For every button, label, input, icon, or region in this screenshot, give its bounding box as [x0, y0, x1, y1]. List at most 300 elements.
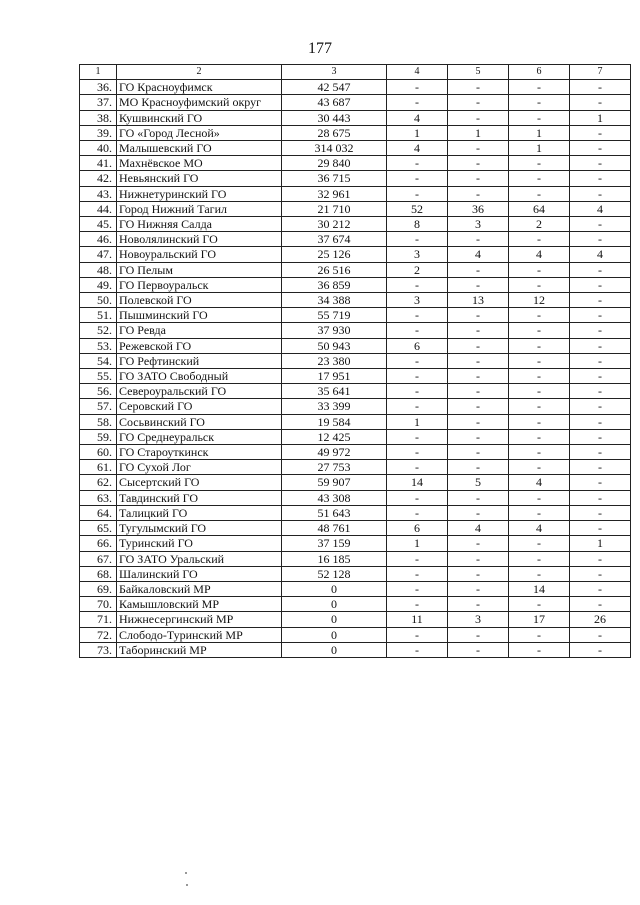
- row-number: 45.: [80, 217, 117, 232]
- population-value: 0: [282, 642, 387, 657]
- column-7-value: -: [570, 277, 631, 292]
- row-number: 40.: [80, 141, 117, 156]
- table-row: [80, 505, 631, 520]
- column-6-value: 4: [509, 247, 570, 262]
- row-number: 43.: [80, 186, 117, 201]
- population-value: 33 399: [282, 399, 387, 414]
- table-row: [80, 612, 631, 627]
- column-5-value: -: [448, 414, 509, 429]
- column-6-value: 17: [509, 612, 570, 627]
- column-6-value: -: [509, 110, 570, 125]
- municipality-name: ГО Ревда: [117, 323, 282, 338]
- municipality-name: ГО Пелым: [117, 262, 282, 277]
- column-7-value: 4: [570, 201, 631, 216]
- column-5-value: -: [448, 95, 509, 110]
- table-row: [80, 293, 631, 308]
- column-5-value: -: [448, 186, 509, 201]
- column-5-value: -: [448, 110, 509, 125]
- population-value: 19 584: [282, 414, 387, 429]
- column-4-value: 52: [387, 201, 448, 216]
- table-row: [80, 414, 631, 429]
- column-7-value: -: [570, 384, 631, 399]
- row-number: 46.: [80, 232, 117, 247]
- column-4-value: -: [387, 384, 448, 399]
- column-6-value: -: [509, 627, 570, 642]
- scan-speck: [186, 884, 188, 886]
- column-6-value: 2: [509, 217, 570, 232]
- column-7-value: -: [570, 80, 631, 95]
- column-7-value: -: [570, 414, 631, 429]
- column-5-value: -: [448, 80, 509, 95]
- row-number: 41.: [80, 156, 117, 171]
- column-7-value: -: [570, 262, 631, 277]
- population-value: 43 687: [282, 95, 387, 110]
- population-value: 30 212: [282, 217, 387, 232]
- column-7-value: -: [570, 597, 631, 612]
- column-6-value: 4: [509, 521, 570, 536]
- row-number: 38.: [80, 110, 117, 125]
- column-7-value: -: [570, 353, 631, 368]
- column-4-value: -: [387, 277, 448, 292]
- municipality-name: Полевской ГО: [117, 293, 282, 308]
- column-6-value: -: [509, 414, 570, 429]
- column-6-value: -: [509, 277, 570, 292]
- municipality-name: Серовский ГО: [117, 399, 282, 414]
- municipality-name: ГО «Город Лесной»: [117, 125, 282, 140]
- population-value: 16 185: [282, 551, 387, 566]
- municipality-name: Таборинский МР: [117, 642, 282, 657]
- column-5-value: -: [448, 581, 509, 596]
- column-5-value: 5: [448, 475, 509, 490]
- column-6-value: 14: [509, 581, 570, 596]
- column-4-value: -: [387, 353, 448, 368]
- population-value: 49 972: [282, 445, 387, 460]
- row-number: 44.: [80, 201, 117, 216]
- column-4-value: 11: [387, 612, 448, 627]
- municipality-name: Талицкий ГО: [117, 505, 282, 520]
- municipality-name: Тугулымский ГО: [117, 521, 282, 536]
- column-5-value: -: [448, 384, 509, 399]
- column-header: 7: [570, 65, 631, 80]
- table-row: [80, 399, 631, 414]
- column-header: 6: [509, 65, 570, 80]
- row-number: 51.: [80, 308, 117, 323]
- column-5-value: -: [448, 627, 509, 642]
- column-4-value: -: [387, 186, 448, 201]
- column-5-value: -: [448, 262, 509, 277]
- municipality-name: Кушвинский ГО: [117, 110, 282, 125]
- population-value: 48 761: [282, 521, 387, 536]
- municipality-name: Нижнесергинский МР: [117, 612, 282, 627]
- column-7-value: -: [570, 460, 631, 475]
- population-value: 25 126: [282, 247, 387, 262]
- column-header: 2: [117, 65, 282, 80]
- population-value: 28 675: [282, 125, 387, 140]
- column-6-value: 64: [509, 201, 570, 216]
- row-number: 63.: [80, 490, 117, 505]
- column-7-value: 4: [570, 247, 631, 262]
- municipality-name: ГО ЗАТО Свободный: [117, 369, 282, 384]
- population-value: 52 128: [282, 566, 387, 581]
- population-value: 59 907: [282, 475, 387, 490]
- column-5-value: -: [448, 171, 509, 186]
- column-7-value: -: [570, 627, 631, 642]
- column-6-value: 1: [509, 125, 570, 140]
- population-value: 0: [282, 627, 387, 642]
- table-row: [80, 429, 631, 444]
- table-row: [80, 642, 631, 657]
- column-6-value: -: [509, 460, 570, 475]
- row-number: 59.: [80, 429, 117, 444]
- population-value: 37 930: [282, 323, 387, 338]
- municipality-name: Тавдинский ГО: [117, 490, 282, 505]
- column-4-value: -: [387, 95, 448, 110]
- row-number: 68.: [80, 566, 117, 581]
- row-number: 71.: [80, 612, 117, 627]
- column-4-value: -: [387, 551, 448, 566]
- table-row: [80, 581, 631, 596]
- column-7-value: -: [570, 217, 631, 232]
- table-row: [80, 308, 631, 323]
- table-row: [80, 521, 631, 536]
- column-4-value: 4: [387, 110, 448, 125]
- population-value: 23 380: [282, 353, 387, 368]
- row-number: 56.: [80, 384, 117, 399]
- data-table: [79, 64, 631, 658]
- column-7-value: -: [570, 551, 631, 566]
- column-7-value: 26: [570, 612, 631, 627]
- column-6-value: -: [509, 232, 570, 247]
- municipality-name: МО Красноуфимский округ: [117, 95, 282, 110]
- column-7-value: -: [570, 125, 631, 140]
- column-7-value: -: [570, 399, 631, 414]
- table-row: [80, 566, 631, 581]
- column-5-value: -: [448, 277, 509, 292]
- row-number: 36.: [80, 80, 117, 95]
- population-value: 37 159: [282, 536, 387, 551]
- table-row: [80, 277, 631, 292]
- column-5-value: -: [448, 308, 509, 323]
- column-5-value: -: [448, 369, 509, 384]
- column-7-value: -: [570, 566, 631, 581]
- municipality-name: Туринский ГО: [117, 536, 282, 551]
- population-value: 314 032: [282, 141, 387, 156]
- column-4-value: 6: [387, 521, 448, 536]
- population-value: 12 425: [282, 429, 387, 444]
- column-7-value: -: [570, 156, 631, 171]
- column-header: 3: [282, 65, 387, 80]
- column-4-value: 1: [387, 414, 448, 429]
- table-row: [80, 156, 631, 171]
- table-row: [80, 262, 631, 277]
- population-value: 55 719: [282, 308, 387, 323]
- row-number: 49.: [80, 277, 117, 292]
- municipality-name: ГО ЗАТО Уральский: [117, 551, 282, 566]
- column-6-value: -: [509, 369, 570, 384]
- population-value: 32 961: [282, 186, 387, 201]
- municipality-name: Сысертский ГО: [117, 475, 282, 490]
- column-5-value: -: [448, 460, 509, 475]
- row-number: 55.: [80, 369, 117, 384]
- column-4-value: -: [387, 399, 448, 414]
- column-7-value: 1: [570, 110, 631, 125]
- column-4-value: -: [387, 460, 448, 475]
- column-5-value: 36: [448, 201, 509, 216]
- table-row: [80, 475, 631, 490]
- column-6-value: -: [509, 566, 570, 581]
- table-row: [80, 536, 631, 551]
- table-row: [80, 80, 631, 95]
- table-row: [80, 247, 631, 262]
- column-7-value: -: [570, 490, 631, 505]
- row-number: 42.: [80, 171, 117, 186]
- column-4-value: 1: [387, 125, 448, 140]
- column-header: 4: [387, 65, 448, 80]
- column-4-value: -: [387, 642, 448, 657]
- column-6-value: -: [509, 399, 570, 414]
- table-row: [80, 353, 631, 368]
- row-number: 53.: [80, 338, 117, 353]
- column-7-value: -: [570, 293, 631, 308]
- column-6-value: -: [509, 429, 570, 444]
- row-number: 39.: [80, 125, 117, 140]
- column-5-value: 3: [448, 612, 509, 627]
- table-row: [80, 369, 631, 384]
- column-4-value: -: [387, 323, 448, 338]
- municipality-name: ГО Рефтинский: [117, 353, 282, 368]
- column-6-value: -: [509, 597, 570, 612]
- population-value: 0: [282, 612, 387, 627]
- municipality-name: Байкаловский МР: [117, 581, 282, 596]
- column-5-value: 1: [448, 125, 509, 140]
- column-5-value: 3: [448, 217, 509, 232]
- municipality-name: Режевской ГО: [117, 338, 282, 353]
- column-4-value: -: [387, 505, 448, 520]
- table-row: [80, 597, 631, 612]
- column-6-value: -: [509, 308, 570, 323]
- table-header-row: [80, 65, 631, 80]
- column-5-value: -: [448, 399, 509, 414]
- row-number: 69.: [80, 581, 117, 596]
- column-4-value: 1: [387, 536, 448, 551]
- population-value: 29 840: [282, 156, 387, 171]
- column-6-value: -: [509, 338, 570, 353]
- column-4-value: -: [387, 445, 448, 460]
- column-7-value: -: [570, 505, 631, 520]
- column-7-value: -: [570, 141, 631, 156]
- column-6-value: -: [509, 536, 570, 551]
- column-7-value: -: [570, 171, 631, 186]
- column-5-value: -: [448, 445, 509, 460]
- population-value: 43 308: [282, 490, 387, 505]
- municipality-name: ГО Первоуральск: [117, 277, 282, 292]
- table-row: [80, 323, 631, 338]
- row-number: 52.: [80, 323, 117, 338]
- table-row: [80, 445, 631, 460]
- column-5-value: -: [448, 490, 509, 505]
- municipality-name: Североуральский ГО: [117, 384, 282, 399]
- population-value: 17 951: [282, 369, 387, 384]
- column-5-value: -: [448, 429, 509, 444]
- table-row: [80, 95, 631, 110]
- column-5-value: -: [448, 536, 509, 551]
- column-7-value: -: [570, 369, 631, 384]
- column-6-value: -: [509, 80, 570, 95]
- column-7-value: -: [570, 308, 631, 323]
- column-7-value: -: [570, 445, 631, 460]
- population-value: 34 388: [282, 293, 387, 308]
- column-7-value: -: [570, 338, 631, 353]
- column-header: 1: [80, 65, 117, 80]
- table-row: [80, 125, 631, 140]
- column-6-value: -: [509, 323, 570, 338]
- municipality-name: ГО Сухой Лог: [117, 460, 282, 475]
- row-number: 50.: [80, 293, 117, 308]
- column-6-value: -: [509, 490, 570, 505]
- table-row: [80, 490, 631, 505]
- column-6-value: -: [509, 353, 570, 368]
- column-6-value: -: [509, 384, 570, 399]
- population-value: 42 547: [282, 80, 387, 95]
- column-6-value: -: [509, 262, 570, 277]
- municipality-name: Пышминский ГО: [117, 308, 282, 323]
- column-4-value: 6: [387, 338, 448, 353]
- table-row: [80, 141, 631, 156]
- column-header: 5: [448, 65, 509, 80]
- municipality-name: Город Нижний Тагил: [117, 201, 282, 216]
- column-4-value: 3: [387, 293, 448, 308]
- column-5-value: -: [448, 505, 509, 520]
- municipality-name: Слободо-Туринский МР: [117, 627, 282, 642]
- column-6-value: -: [509, 445, 570, 460]
- municipality-name: Новоуральский ГО: [117, 247, 282, 262]
- municipality-name: Невьянский ГО: [117, 171, 282, 186]
- row-number: 66.: [80, 536, 117, 551]
- column-5-value: 13: [448, 293, 509, 308]
- table-row: [80, 110, 631, 125]
- municipality-name: ГО Красноуфимск: [117, 80, 282, 95]
- row-number: 65.: [80, 521, 117, 536]
- row-number: 37.: [80, 95, 117, 110]
- column-6-value: 4: [509, 475, 570, 490]
- column-6-value: -: [509, 505, 570, 520]
- column-6-value: -: [509, 642, 570, 657]
- row-number: 64.: [80, 505, 117, 520]
- column-4-value: -: [387, 156, 448, 171]
- row-number: 67.: [80, 551, 117, 566]
- column-7-value: -: [570, 186, 631, 201]
- population-value: 50 943: [282, 338, 387, 353]
- population-value: 37 674: [282, 232, 387, 247]
- column-5-value: -: [448, 597, 509, 612]
- column-4-value: -: [387, 80, 448, 95]
- page-number: 177: [308, 40, 332, 57]
- population-value: 36 715: [282, 171, 387, 186]
- column-5-value: -: [448, 551, 509, 566]
- municipality-name: Новолялинский ГО: [117, 232, 282, 247]
- row-number: 47.: [80, 247, 117, 262]
- column-4-value: 3: [387, 247, 448, 262]
- row-number: 60.: [80, 445, 117, 460]
- municipality-name: Нижнетуринский ГО: [117, 186, 282, 201]
- column-5-value: -: [448, 338, 509, 353]
- population-value: 0: [282, 597, 387, 612]
- municipality-name: Махнёвское МО: [117, 156, 282, 171]
- column-4-value: -: [387, 232, 448, 247]
- municipality-name: Малышевский ГО: [117, 141, 282, 156]
- column-7-value: -: [570, 475, 631, 490]
- population-value: 26 516: [282, 262, 387, 277]
- population-value: 51 643: [282, 505, 387, 520]
- table-row: [80, 627, 631, 642]
- population-value: 21 710: [282, 201, 387, 216]
- column-5-value: 4: [448, 247, 509, 262]
- table-row: [80, 171, 631, 186]
- table-body: [80, 65, 631, 658]
- column-4-value: -: [387, 429, 448, 444]
- column-5-value: -: [448, 353, 509, 368]
- row-number: 62.: [80, 475, 117, 490]
- column-5-value: -: [448, 642, 509, 657]
- column-6-value: -: [509, 156, 570, 171]
- column-5-value: -: [448, 323, 509, 338]
- table-row: [80, 551, 631, 566]
- column-6-value: -: [509, 551, 570, 566]
- municipality-name: ГО Нижняя Салда: [117, 217, 282, 232]
- row-number: 54.: [80, 353, 117, 368]
- column-7-value: -: [570, 642, 631, 657]
- column-7-value: -: [570, 232, 631, 247]
- column-4-value: -: [387, 490, 448, 505]
- column-4-value: -: [387, 627, 448, 642]
- column-4-value: -: [387, 566, 448, 581]
- column-7-value: -: [570, 429, 631, 444]
- column-4-value: 8: [387, 217, 448, 232]
- municipality-name: Сосьвинский ГО: [117, 414, 282, 429]
- row-number: 58.: [80, 414, 117, 429]
- column-7-value: -: [570, 521, 631, 536]
- column-4-value: 4: [387, 141, 448, 156]
- population-value: 0: [282, 581, 387, 596]
- row-number: 70.: [80, 597, 117, 612]
- table-row: [80, 232, 631, 247]
- population-value: 35 641: [282, 384, 387, 399]
- municipality-name: Шалинский ГО: [117, 566, 282, 581]
- table-row: [80, 460, 631, 475]
- population-value: 30 443: [282, 110, 387, 125]
- municipality-name: Камышловский МР: [117, 597, 282, 612]
- column-5-value: 4: [448, 521, 509, 536]
- column-6-value: -: [509, 95, 570, 110]
- column-4-value: -: [387, 581, 448, 596]
- column-4-value: -: [387, 171, 448, 186]
- row-number: 73.: [80, 642, 117, 657]
- column-4-value: 14: [387, 475, 448, 490]
- column-7-value: -: [570, 581, 631, 596]
- column-4-value: -: [387, 597, 448, 612]
- municipality-name: ГО Среднеуральск: [117, 429, 282, 444]
- column-5-value: -: [448, 232, 509, 247]
- column-5-value: -: [448, 566, 509, 581]
- row-number: 72.: [80, 627, 117, 642]
- column-6-value: 1: [509, 141, 570, 156]
- column-4-value: -: [387, 308, 448, 323]
- population-value: 36 859: [282, 277, 387, 292]
- table-row: [80, 338, 631, 353]
- table-row: [80, 384, 631, 399]
- column-7-value: 1: [570, 536, 631, 551]
- column-4-value: -: [387, 369, 448, 384]
